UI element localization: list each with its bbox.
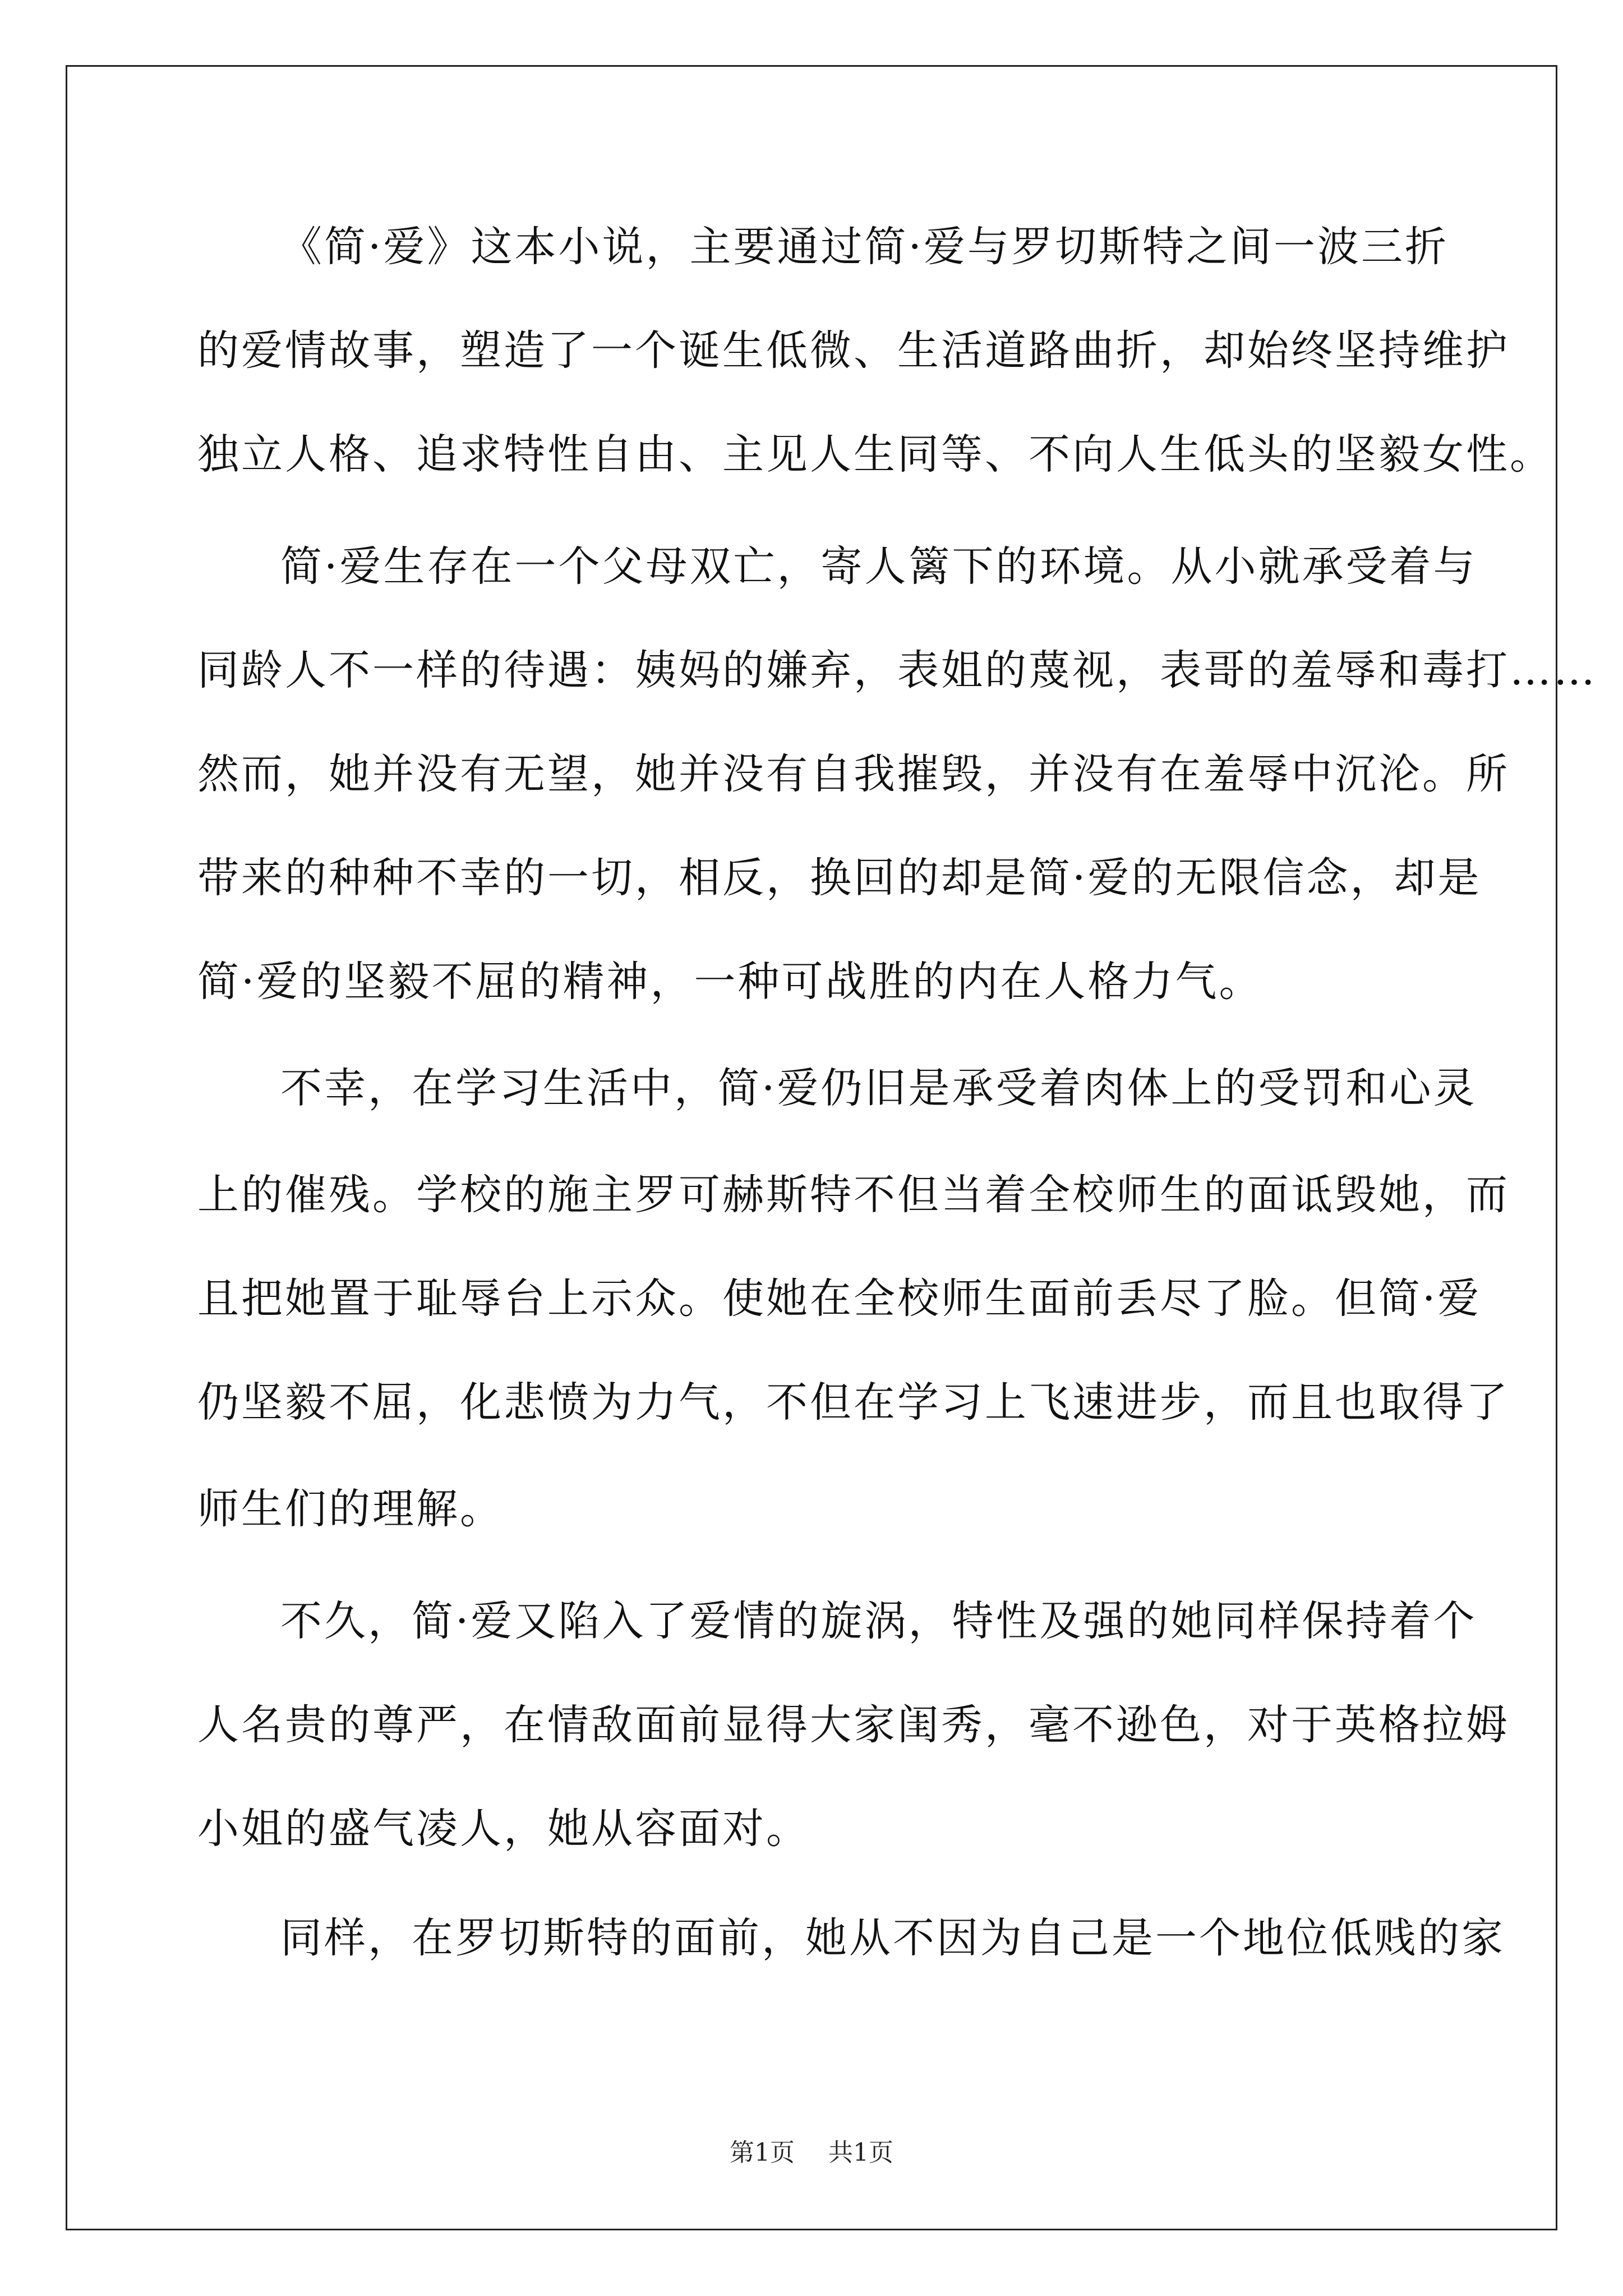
paragraph-line: 不久，简·爱又陷入了爱情的旋涡，特性及强的她同样保持着个 (280, 1597, 1477, 1645)
page-number: 第1页 (730, 2138, 795, 2167)
paragraph-line: 独立人格、追求特性自由、主见人生同等、不向人生低头的坚毅女性。 (197, 430, 1553, 478)
paragraph-line: 小姐的盛气凌人，她从容面对。 (197, 1805, 810, 1853)
paragraph-line: 且把她置于耻辱台上示众。使她在全校师生面前丢尽了脸。但简·爱 (197, 1274, 1482, 1323)
total-pages: 共1页 (828, 2138, 893, 2167)
paragraph-line: 简·爱的坚毅不屈的精神，一种可战胜的内在人格力气。 (197, 958, 1263, 1006)
page-footer (0, 2136, 1623, 2170)
paragraph-line: 同样，在罗切斯特的面前，她从不因为自己是一个地位低贱的家 (280, 1914, 1505, 1962)
paragraph-line: 带来的种种不幸的一切，相反，换回的却是简·爱的无限信念，却是 (197, 854, 1482, 902)
paragraph-line: 然而，她并没有无望，她并没有自我摧毁，并没有在羞辱中沉沦。所 (197, 750, 1510, 798)
paragraph-line: 的爱情故事，塑造了一个诞生低微、生活道路曲折，却始终坚持维护 (197, 326, 1510, 375)
paragraph-line: 上的催残。学校的施主罗可赫斯特不但当着全校师生的面诋毁她，而 (197, 1171, 1510, 1219)
paragraph-line: 人名贵的尊严，在情敌面前显得大家闺秀，毫不逊色，对于英格拉姆 (197, 1701, 1510, 1749)
paragraph-line: 不幸，在学习生活中，简·爱仍旧是承受着肉体上的受罚和心灵 (280, 1064, 1477, 1112)
paragraph-line: 师生们的理解。 (197, 1485, 504, 1533)
paragraph-line: 仍坚毅不屈，化悲愤为力气，不但在学习上飞速进步，而且也取得了 (197, 1378, 1510, 1427)
paragraph-line: 同龄人不一样的待遇：姨妈的嫌弃，表姐的蔑视，表哥的羞辱和毒打…… (197, 646, 1597, 694)
paragraph-line: 简·爱生存在一个父母双亡，寄人篱下的环境。从小就承受着与 (280, 542, 1477, 591)
paragraph-line: 《简·爱》这本小说，主要通过简·爱与罗切斯特之间一波三折 (280, 223, 1449, 271)
